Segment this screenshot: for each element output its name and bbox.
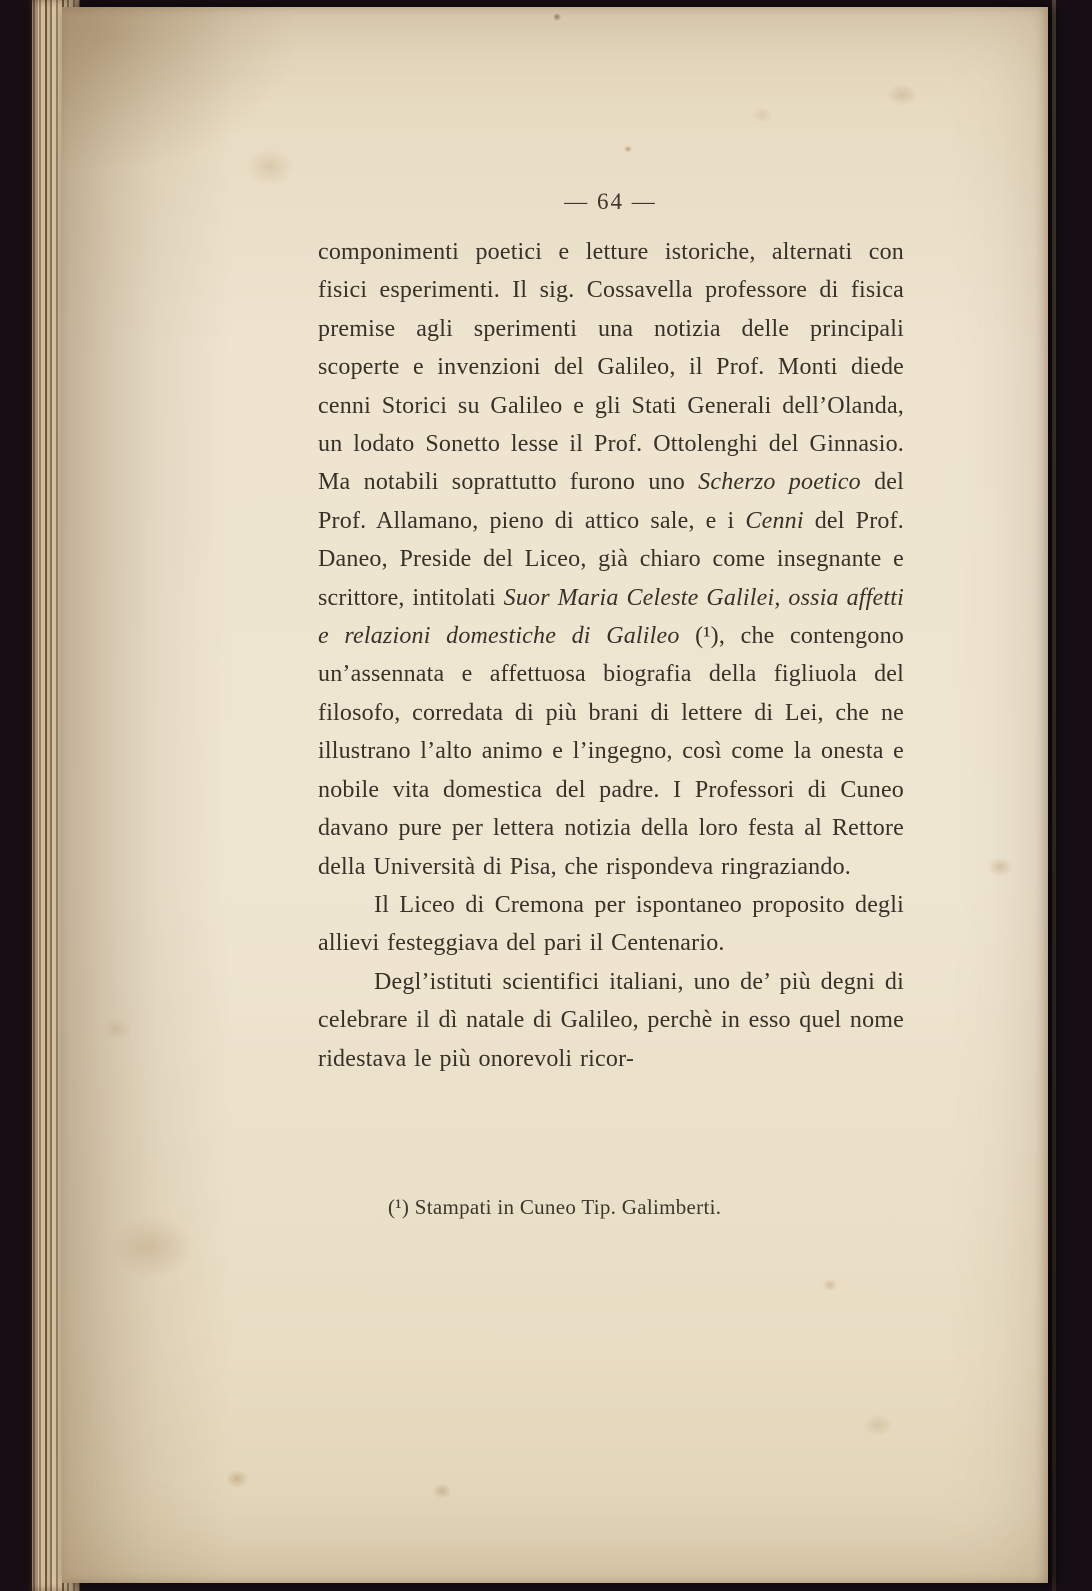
page-number: — 64 —: [564, 189, 657, 214]
book-page: [62, 7, 1048, 1583]
paragraph: Degl’istituti scientifici italiani, uno de’ più degni di celebrare il dì natale di Galileo, perchè in esso quel nome ridestava le più onorevoli ricor-: [318, 968, 904, 1072]
paragraph: Il Liceo di Cremona per ispontaneo proposito degli allievi festeggiava del pari il Centenario.: [318, 891, 904, 957]
footnote: (¹) Stampati in Cuneo Tip. Galimberti.: [388, 1195, 722, 1219]
paragraph: componimenti poetici e letture istoriche, alternati con fisici esperimenti. Il sig. Cossavella professore di fisica premise agli sperimenti una notizia delle principali scoperte e invenzioni del Galileo, il Prof. Monti diede cenni Storici su Galileo e gli Stati Generali dell’Olanda, un lodato Sonetto lesse il Prof. Ottolenghi del Ginnasio. Ma notabili soprattutto furono uno Scherzo poetico del Prof. Allamano, pieno di attico sale, e i Cenni del Prof. Daneo, Preside del Liceo, già chiaro come insegnante e scrittore, intitolati Suor Maria Celeste Galilei, ossia affetti e relazioni domestiche di Galileo (¹), che contengono un’assennata e affettuosa biografia della figliuola del filosofo, corredata di più brani di lettere di Lei, che ne illustrano l’alto animo e l’ingegno, così come la onesta e nobile vita domestica del padre. I Professori di Cuneo davano pure per lettera notizia della loro festa al Rettore della Università di Pisa, che rispondeva ringraziando.: [318, 239, 905, 880]
book-cover-edge: [1052, 0, 1056, 1591]
page-text: [318, 233, 904, 1078]
